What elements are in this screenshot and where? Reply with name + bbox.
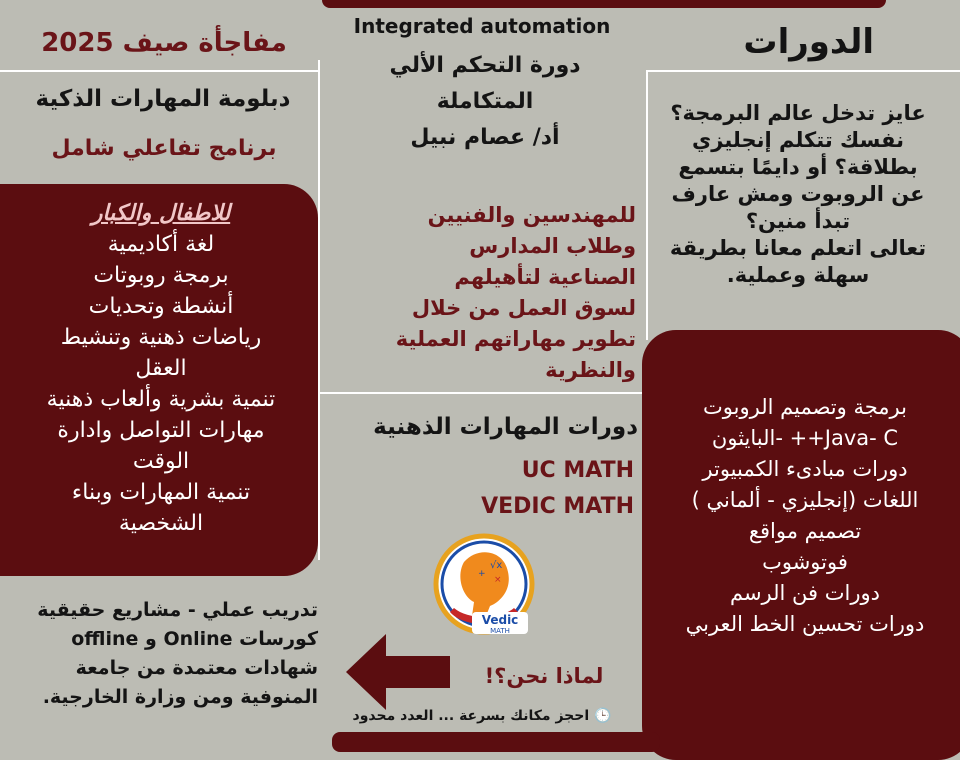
divider-line bbox=[0, 70, 320, 72]
kids-item: الوقت bbox=[132, 449, 190, 474]
intro-line: عن الروبوت ومش عارف bbox=[671, 182, 925, 206]
course-item: تصميم مواقع bbox=[748, 519, 862, 543]
course-item: دورات تحسين الخط العربي bbox=[685, 612, 925, 636]
automation-line: المتكاملة bbox=[436, 89, 534, 114]
benefit-line: كورسات Online و offline bbox=[71, 628, 318, 650]
intro-text bbox=[648, 100, 948, 289]
courses-heading: الدورات bbox=[743, 22, 874, 62]
automation-english-title: Integrated automation bbox=[353, 14, 611, 38]
kids-list-header: للاطفال والكبار bbox=[91, 201, 231, 226]
vedic-logo-graphic bbox=[420, 532, 548, 642]
kids-item: أنشطة وتحديات bbox=[88, 294, 234, 319]
bottom-strip bbox=[332, 732, 660, 752]
course-item: اللغات (إنجليزي - ألماني ) bbox=[691, 488, 919, 512]
benefit-line: تدريب عملي - مشاريع حقيقية bbox=[37, 599, 318, 621]
benefit-line: شهادات معتمدة من جامعة bbox=[75, 657, 318, 679]
summer-title: مفاجأة صيف 2025 bbox=[41, 28, 287, 58]
target-line: والنظرية bbox=[545, 358, 636, 382]
automation-line: أد/ عصام نبيل bbox=[410, 125, 560, 150]
svg-text:+: + bbox=[478, 569, 486, 579]
svg-text:×: × bbox=[494, 575, 502, 585]
clock-icon: 🕒 bbox=[594, 708, 612, 724]
target-line: لسوق العمل من خلال bbox=[411, 296, 636, 320]
target-audience bbox=[332, 200, 636, 386]
kids-item: تنمية بشرية وألعاب ذهنية bbox=[46, 387, 276, 412]
vedic-math-logo bbox=[420, 532, 548, 642]
intro-line: بطلاقة؟ أو دايمًا بتسمع bbox=[678, 155, 918, 179]
intro-line: تبدأ منين؟ bbox=[745, 209, 851, 233]
uc-math-label: UC MATH bbox=[521, 458, 634, 483]
intro-line: نفسك تتكلم إنجليزي bbox=[692, 128, 904, 152]
why-us-label: لماذا نحن؟! bbox=[484, 664, 604, 688]
course-item: دورات مبادىء الكمبيوتر bbox=[702, 457, 908, 481]
benefits-list bbox=[8, 596, 318, 712]
target-line: وطلاب المدارس bbox=[469, 234, 636, 258]
kids-item: مهارات التواصل وادارة bbox=[57, 418, 265, 443]
course-item: دورات فن الرسم bbox=[729, 581, 880, 605]
kids-item: الشخصية bbox=[118, 511, 204, 536]
booking-note bbox=[322, 708, 642, 724]
divider-line bbox=[318, 60, 320, 560]
courses-list bbox=[650, 392, 960, 640]
kids-item: رياضات ذهنية وتنشيط bbox=[60, 325, 262, 350]
top-banner-strip bbox=[322, 0, 886, 8]
kids-item: لغة أكاديمية bbox=[107, 232, 215, 257]
svg-text:√x: √x bbox=[490, 560, 503, 571]
automation-course bbox=[330, 48, 640, 156]
diploma-title: دبلومة المهارات الذكية bbox=[35, 86, 291, 112]
divider-line bbox=[648, 70, 960, 72]
intro-line: تعالى اتعلم معانا بطريقة bbox=[669, 236, 927, 260]
target-line: تطوير مهاراتهم العملية bbox=[395, 327, 636, 351]
vedic-math-label: VEDIC MATH bbox=[481, 494, 634, 519]
booking-text: احجز مكانك بسرعة ... العدد محدود bbox=[352, 708, 590, 724]
kids-list bbox=[16, 198, 306, 539]
course-item: البايثون- ++Java- C bbox=[711, 426, 899, 450]
automation-line: دورة التحكم الألي bbox=[389, 53, 581, 78]
arrow-left-icon bbox=[346, 634, 450, 710]
kids-item: العقل bbox=[135, 356, 187, 381]
target-line: الصناعية لتأهيلهم bbox=[454, 265, 636, 289]
logo-text: Vedic bbox=[481, 613, 519, 627]
logo-subtext: MATH bbox=[490, 627, 510, 635]
kids-item: تنمية المهارات وبناء bbox=[71, 480, 251, 505]
course-item: برمجة وتصميم الروبوت bbox=[703, 395, 907, 419]
mental-skills-title: دورات المهارات الذهنية bbox=[373, 414, 638, 440]
program-title: برنامج تفاعلي شامل bbox=[51, 136, 277, 161]
course-item: فوتوشوب bbox=[762, 550, 848, 574]
intro-line: سهلة وعملية. bbox=[726, 263, 870, 287]
target-line: للمهندسين والفنيين bbox=[427, 203, 636, 227]
kids-item: برمجة روبوتات bbox=[93, 263, 229, 288]
benefit-line: المنوفية ومن وزارة الخارجية. bbox=[42, 686, 318, 708]
intro-line: عايز تدخل عالم البرمجة؟ bbox=[670, 101, 926, 125]
divider-line bbox=[318, 392, 642, 394]
